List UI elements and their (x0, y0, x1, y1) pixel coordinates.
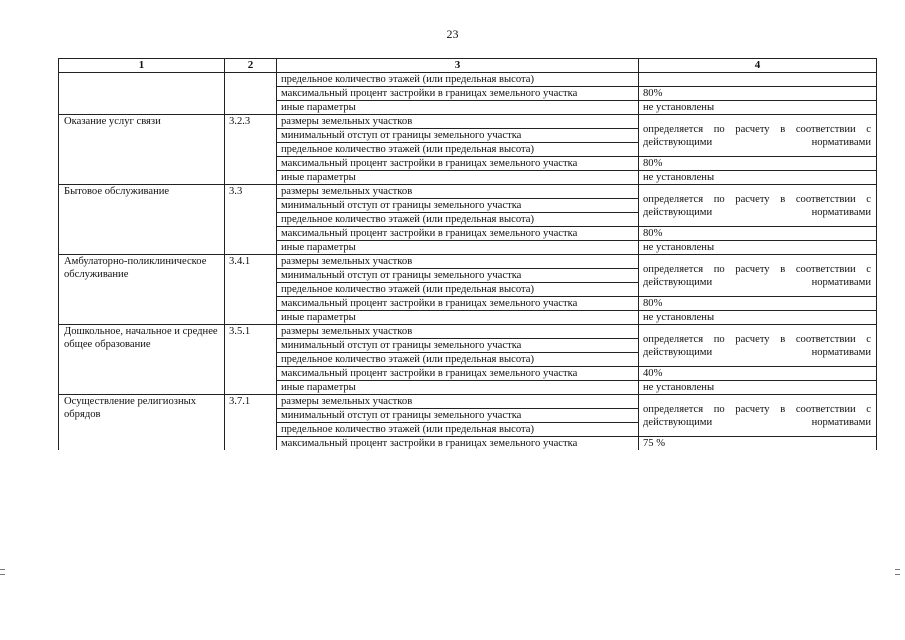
value-cell: 80% (639, 87, 877, 101)
param-cell: иные параметры (277, 241, 639, 255)
param-cell: минимальный отступ от границы земельного участка (277, 269, 639, 283)
value-cell: не установлены (639, 311, 877, 325)
value-cell (639, 73, 877, 87)
margin-mark (0, 574, 5, 575)
param-cell: максимальный процент застройки в границах земельного участка (277, 87, 639, 101)
param-cell: предельное количество этажей (или предельная высота) (277, 353, 639, 367)
value-cell: 80% (639, 297, 877, 311)
param-cell: размеры земельных участков (277, 115, 639, 129)
table-row (59, 115, 877, 129)
value-cell: не установлены (639, 241, 877, 255)
param-cell: предельное количество этажей (или предельная высота) (277, 143, 639, 157)
param-cell: иные параметры (277, 171, 639, 185)
param-cell: минимальный отступ от границы земельного участка (277, 409, 639, 423)
margin-mark (895, 574, 900, 575)
use-type-cell: Оказание услуг связи (59, 115, 225, 185)
param-cell: размеры земельных участков (277, 395, 639, 409)
param-cell: максимальный процент застройки в границах земельного участка (277, 437, 639, 451)
table-row (59, 325, 877, 339)
use-type-cell: Амбулаторно-поликлиническое обслуживание (59, 255, 225, 325)
param-cell: минимальный отступ от границы земельного участка (277, 199, 639, 213)
column-header: 2 (225, 59, 277, 73)
value-cell: определяется по расчету в соответствии с действующими нормативами (639, 185, 877, 227)
margin-mark (0, 569, 5, 570)
value-cell: не установлены (639, 381, 877, 395)
param-cell: минимальный отступ от границы земельного участка (277, 129, 639, 143)
value-cell: 75 % (639, 437, 877, 451)
param-cell: минимальный отступ от границы земельного участка (277, 339, 639, 353)
value-cell: не установлены (639, 171, 877, 185)
param-cell: предельное количество этажей (или предельная высота) (277, 213, 639, 227)
use-type-cell (59, 73, 225, 115)
param-cell: иные параметры (277, 381, 639, 395)
param-cell: максимальный процент застройки в границах земельного участка (277, 367, 639, 381)
column-header: 4 (639, 59, 877, 73)
table-row (59, 395, 877, 409)
value-cell: определяется по расчету в соответствии с действующими нормативами (639, 115, 877, 157)
regulations-table (58, 58, 877, 450)
value-cell: определяется по расчету в соответствии с действующими нормативами (639, 255, 877, 297)
value-cell: 40% (639, 367, 877, 381)
param-cell: предельное количество этажей (или предельная высота) (277, 73, 639, 87)
param-cell: размеры земельных участков (277, 255, 639, 269)
column-header: 3 (277, 59, 639, 73)
code-cell: 3.7.1 (225, 395, 277, 451)
code-cell (225, 73, 277, 115)
param-cell: предельное количество этажей (или предельная высота) (277, 423, 639, 437)
code-cell: 3.2.3 (225, 115, 277, 185)
code-cell: 3.5.1 (225, 325, 277, 395)
use-type-cell: Бытовое обслуживание (59, 185, 225, 255)
code-cell: 3.3 (225, 185, 277, 255)
value-cell: 80% (639, 227, 877, 241)
param-cell: максимальный процент застройки в границах земельного участка (277, 297, 639, 311)
use-type-cell: Осуществление религиозных обрядов (59, 395, 225, 451)
table-row (59, 73, 877, 87)
table-header (59, 59, 877, 73)
param-cell: максимальный процент застройки в границах земельного участка (277, 157, 639, 171)
page-number: 23 (446, 27, 459, 41)
param-cell: размеры земельных участков (277, 325, 639, 339)
value-cell: не установлены (639, 101, 877, 115)
param-cell: иные параметры (277, 101, 639, 115)
param-cell: размеры земельных участков (277, 185, 639, 199)
value-cell: 80% (639, 157, 877, 171)
code-cell: 3.4.1 (225, 255, 277, 325)
column-header: 1 (59, 59, 225, 73)
param-cell: максимальный процент застройки в границах земельного участка (277, 227, 639, 241)
use-type-cell: Дошкольное, начальное и среднее общее образование (59, 325, 225, 395)
value-cell: определяется по расчету в соответствии с действующими нормативами (639, 395, 877, 437)
table-row (59, 255, 877, 269)
margin-mark (895, 569, 900, 570)
param-cell: предельное количество этажей (или предельная высота) (277, 283, 639, 297)
value-cell: определяется по расчету в соответствии с действующими нормативами (639, 325, 877, 367)
table-row (59, 185, 877, 199)
param-cell: иные параметры (277, 311, 639, 325)
